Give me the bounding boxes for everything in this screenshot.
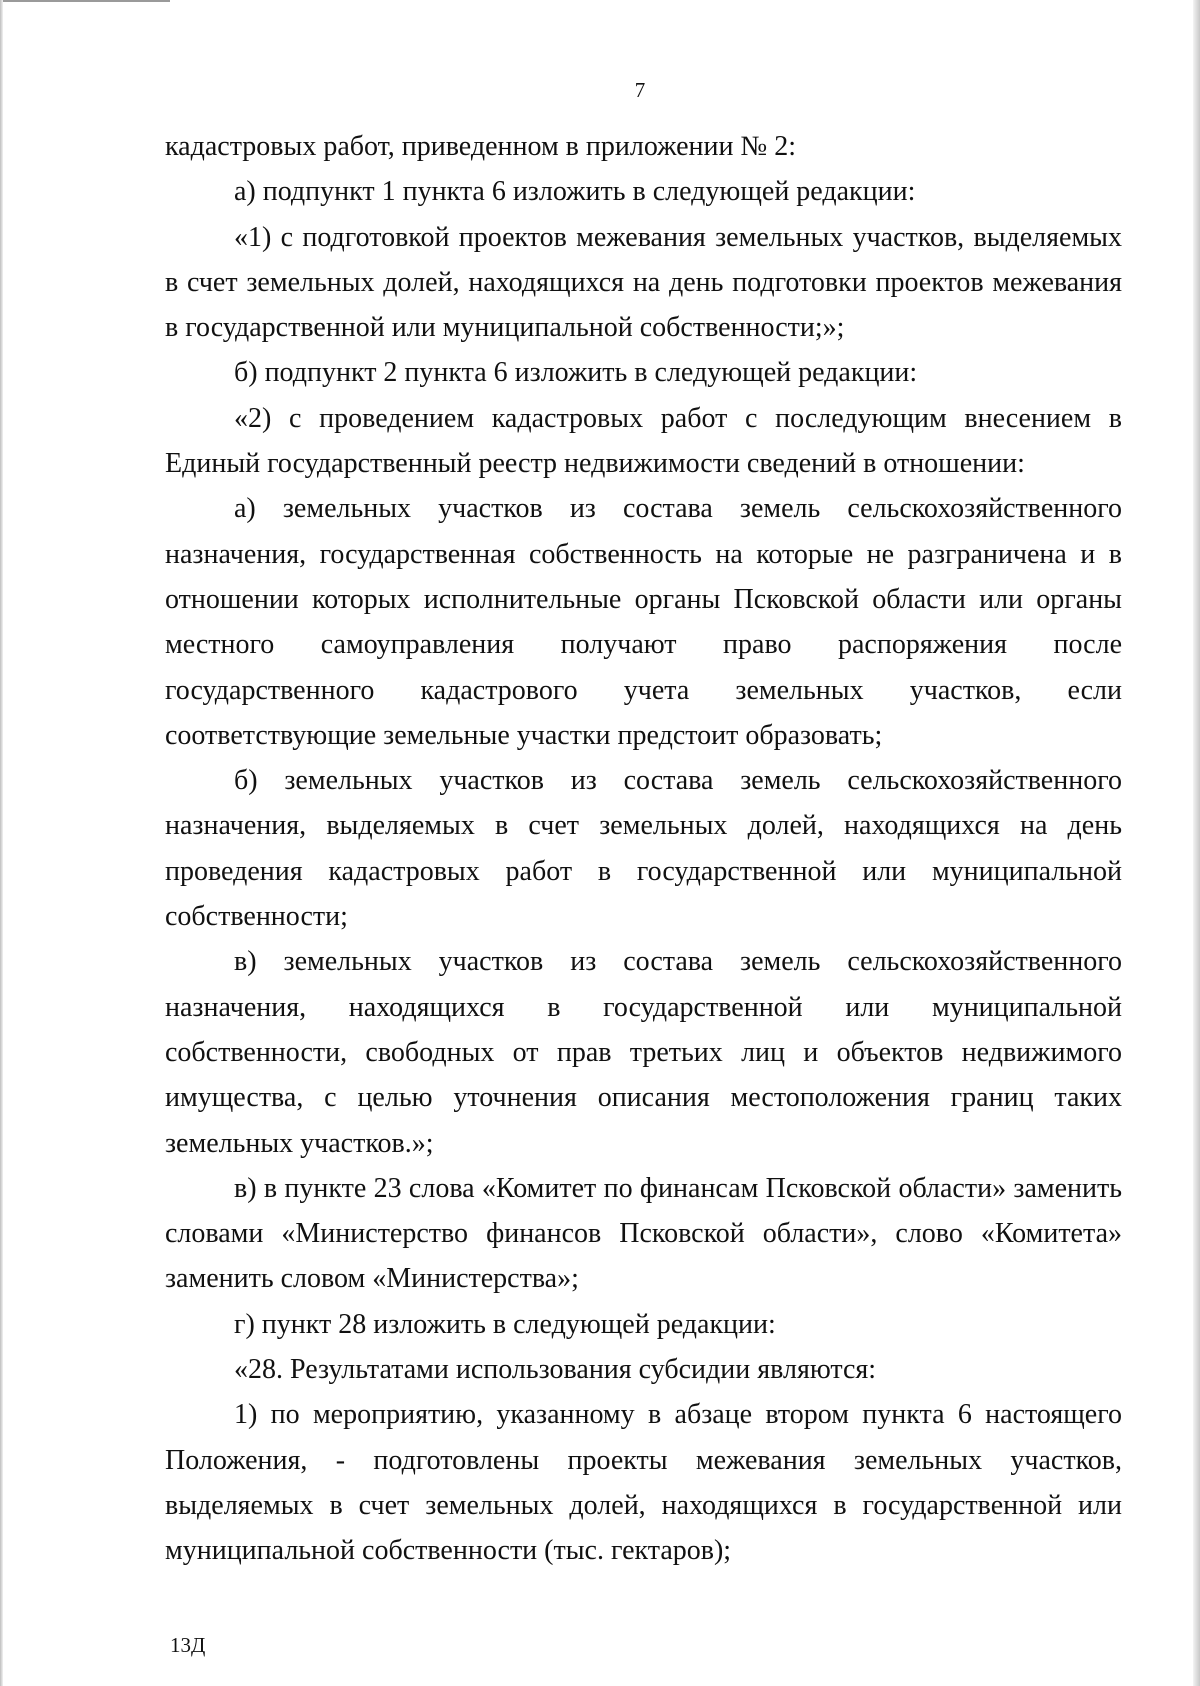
paragraph: а) подпункт 1 пункта 6 изложить в следующей редакции: bbox=[234, 176, 916, 208]
paragraph: г) пункт 28 изложить в следующей редакции: bbox=[234, 1308, 776, 1340]
paragraph: в) в пункте 23 слова «Комитет по финансам Псковской области» заменить словами «Министерство финансов Псковской области», слово «Комитета» заменить словом «Министерства»; bbox=[165, 1172, 1122, 1295]
paragraph: «1) с подготовкой проектов межевания земельных участков, выделяемых в счет земельных долей, находящихся на день подготовки проектов межевания в государственной или муниципальной собственности;»; bbox=[165, 221, 1122, 344]
paragraph: в) земельных участков из состава земель сельскохозяйственного назначения, находящихся в государственной или муниципальной собственности, свободных от прав третьих лиц и объектов недвижимого имущества, с целью уточнения описания местоположения границ таких земельных участков.»; bbox=[165, 946, 1122, 1159]
paragraph: а) земельных участков из состава земель сельскохозяйственного назначения, государственная собственность на которые не разграничена и в отношении которых исполнительные органы Псковской области или органы местного самоуправления получают право распоряжения после государственного кадастрового учета земельных участков, если соответствующие земельные участки предстоит образовать; bbox=[165, 493, 1122, 751]
scan-edge-left bbox=[0, 0, 3, 1686]
scan-top-line bbox=[0, 0, 170, 2]
paragraph: б) земельных участков из состава земель сельскохозяйственного назначения, выделяемых в счет земельных долей, находящихся на день проведения кадастровых работ в государственной или муниципальной собственности; bbox=[165, 765, 1122, 933]
paragraph: «2) с проведением кадастровых работ с последующим внесением в Единый государственный реестр недвижимости сведений в отношении: bbox=[165, 402, 1122, 480]
page-number: 7 bbox=[634, 78, 646, 102]
paragraph: кадастровых работ, приведенном в приложении № 2: bbox=[165, 131, 796, 162]
paragraph: «28. Результатами использования субсидии являются: bbox=[234, 1354, 877, 1386]
paragraph: 1) по мероприятию, указанному в абзаце втором пункта 6 настоящего Положения, - подготовлены проекты межевания земельных участков, выделяемых в счет земельных долей, находящихся в государственной или муниципальной собственности (тыс. гектаров); bbox=[165, 1399, 1122, 1567]
paragraph: б) подпункт 2 пункта 6 изложить в следующей редакции: bbox=[234, 357, 918, 389]
footer-code: 13Д bbox=[170, 1633, 206, 1657]
scan-edge-right bbox=[1193, 0, 1200, 1686]
document-body bbox=[165, 124, 1122, 1574]
